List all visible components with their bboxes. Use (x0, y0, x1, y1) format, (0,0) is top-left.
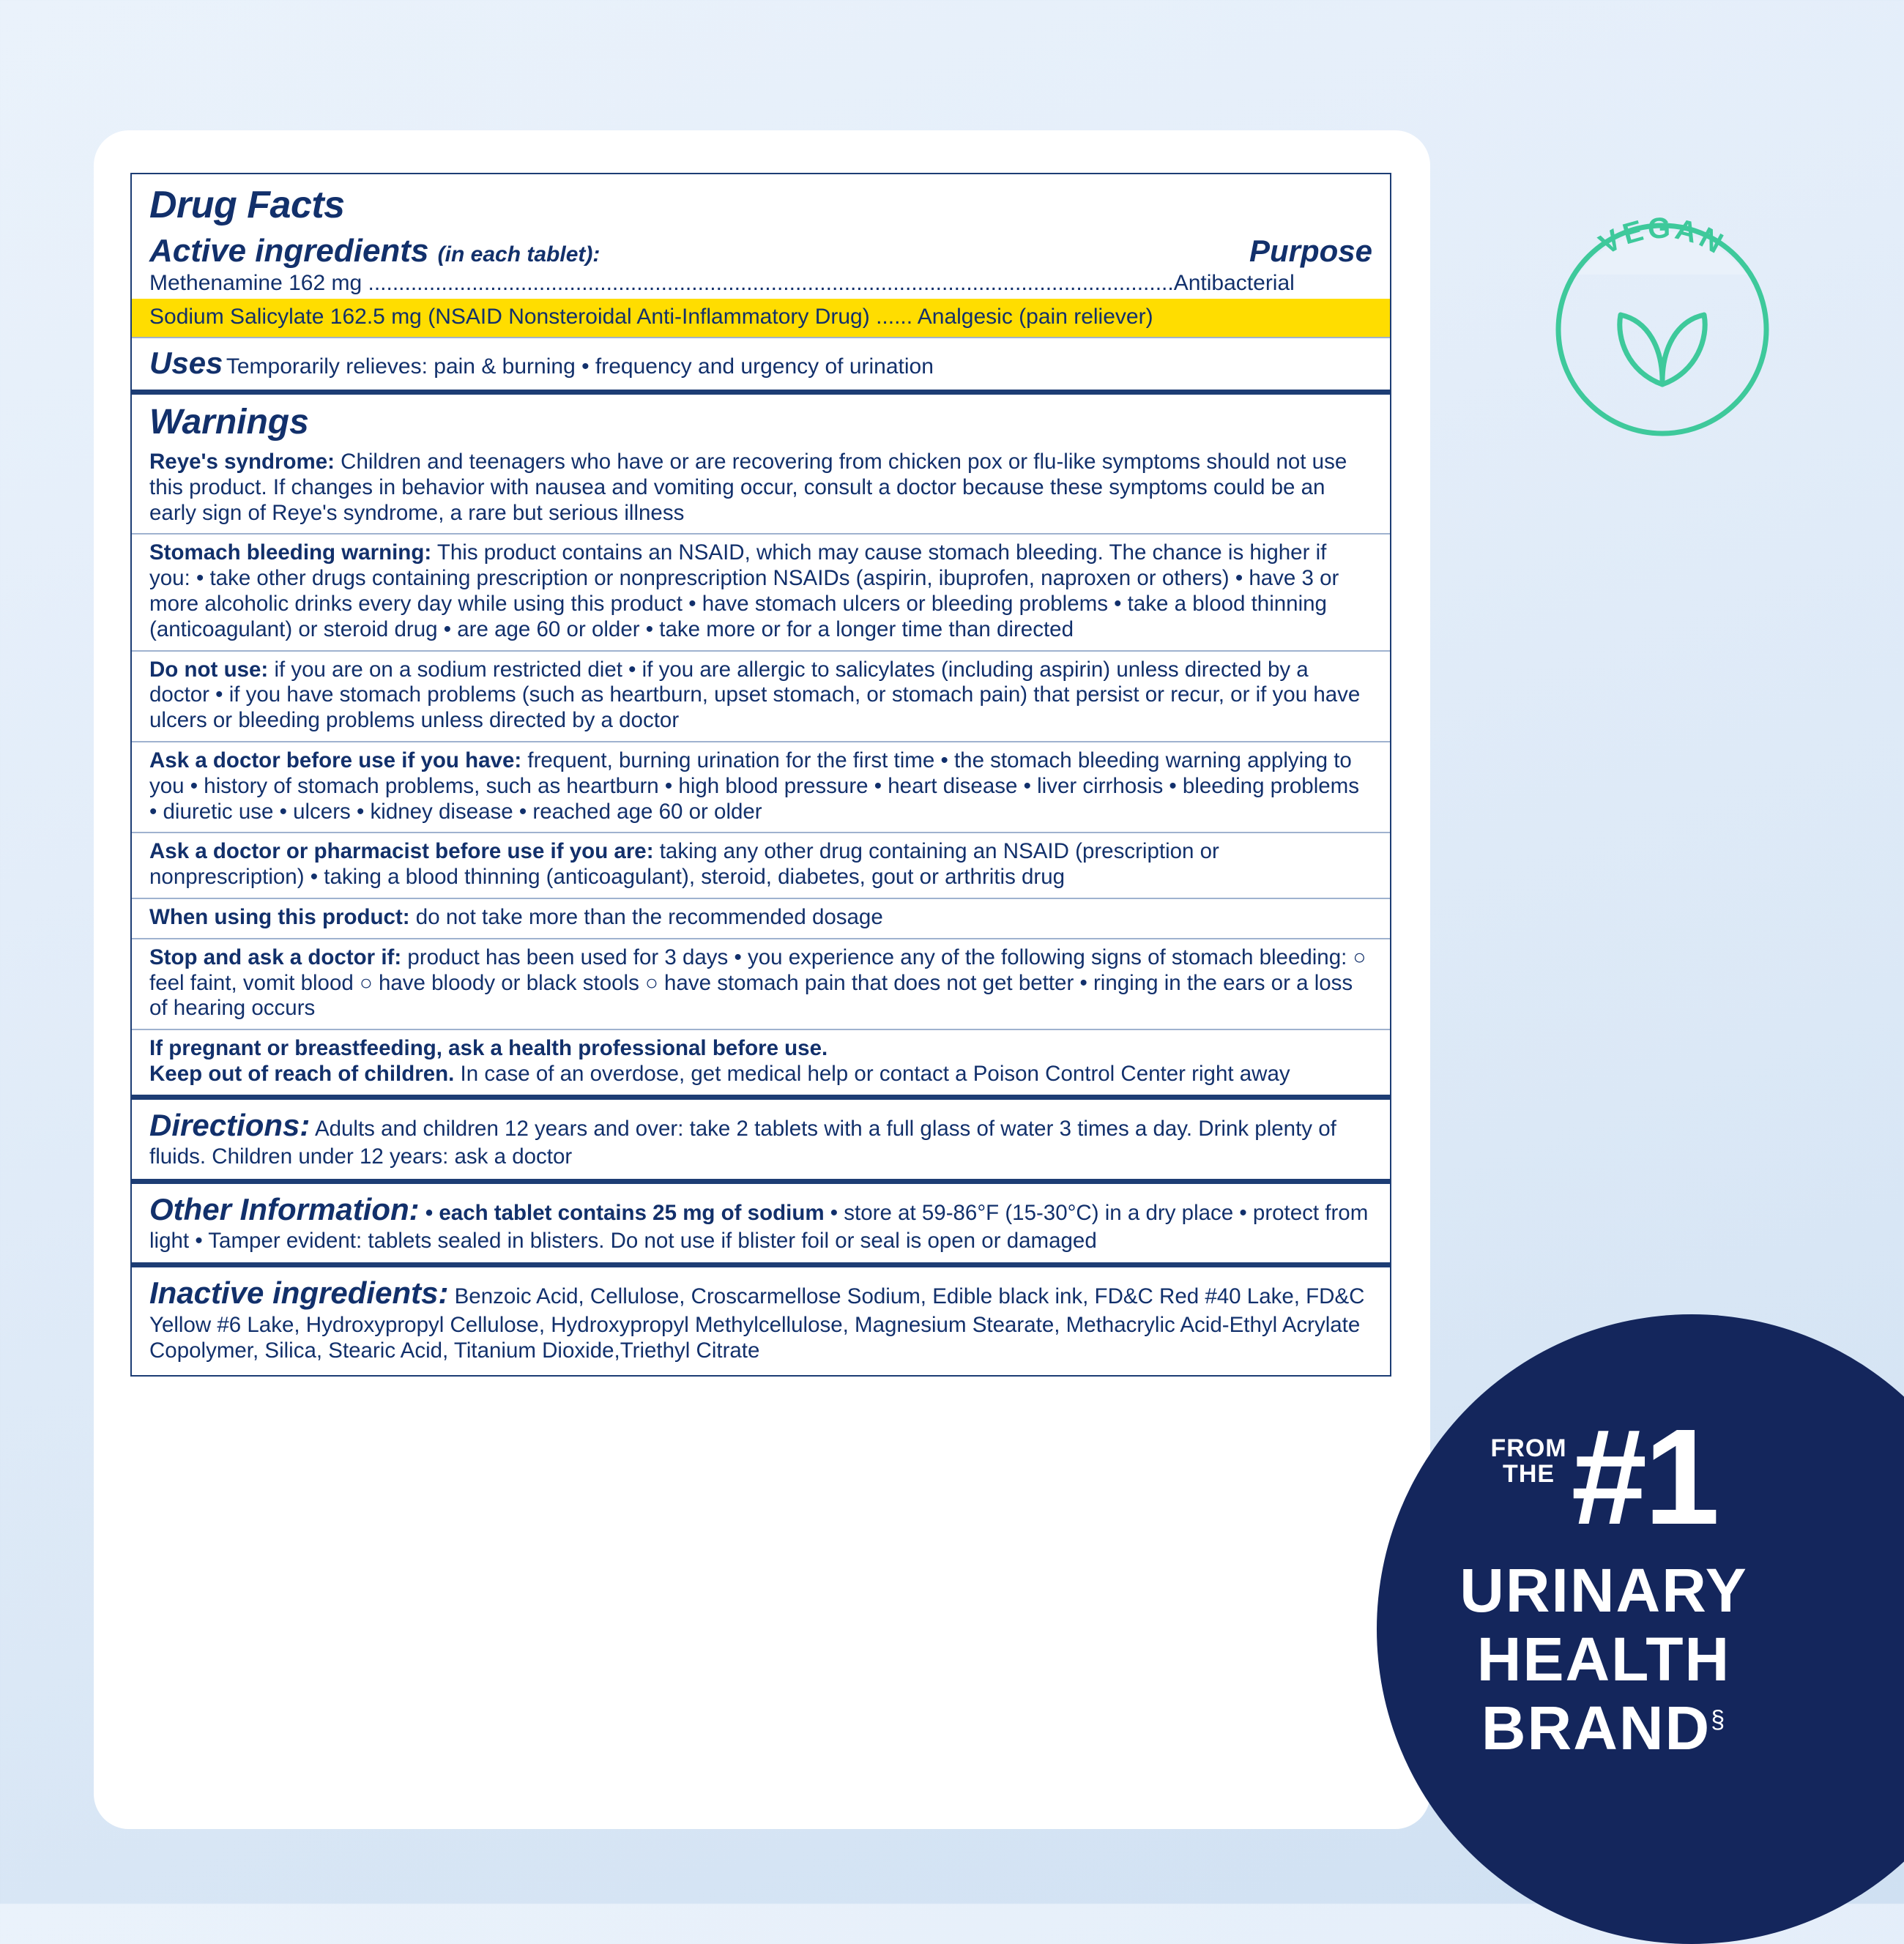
brand-text-lines (1377, 1556, 1831, 1762)
warning-block-stomach-bleeding (132, 535, 1390, 651)
warning-block-ask-doctor (132, 742, 1390, 833)
brand-line-3 (1377, 1694, 1831, 1762)
warning-block-stop-and-ask (132, 939, 1390, 1030)
svg-text:VEGAN: VEGAN (1594, 212, 1731, 261)
warning-block-do-not-use (132, 652, 1390, 742)
active-ingredients-header (132, 231, 1390, 269)
warning-block-reyes (132, 444, 1390, 535)
warning-text-reyes: Children and teenagers who have or are recovering from chicken pox or flu-like symptoms should not use this product. If changes in behavior with nausea and vomiting occur, consult a doctor because these symptoms could be an early sign of Reye's syndrome, a rare but serious illness (149, 450, 1347, 525)
warning-label-ask-doctor: Ask a doctor before use if you have: (149, 748, 522, 772)
brand-line-3-text: BRAND (1481, 1694, 1711, 1763)
warning-label-when-using: When using this product: (149, 904, 410, 929)
brand-number: #1 (1571, 1401, 1717, 1553)
vegan-badge (1534, 198, 1790, 454)
warning-label-do-not-use: Do not use: (149, 657, 269, 682)
warning-label-pregnancy: If pregnant or breastfeeding, ask a health professional before use. (149, 1036, 828, 1061)
brand-the: THE (1503, 1460, 1555, 1488)
warning-text-when-using: do not take more than the recommended dosage (409, 904, 883, 929)
brand-badge (1377, 1314, 1904, 1944)
warning-text-ask-pharmacist: taking any other drug containing an NSAID (prescription or nonprescription) • taking a blood thinning (anticoagulant), steroid, diabetes, gout or arthritis drug (149, 839, 1219, 890)
drug-facts-panel (130, 173, 1391, 1377)
warning-text-ask-doctor: frequent, burning urination for the first time • the stomach bleeding warning applying to you • history of stomach problems, such as heartburn • high blood pressure • heart disease • liver cirrhosis • bleeding problems • diuretic use • ulcers • kidney disease • reached age 60 or older (149, 748, 1359, 824)
purpose-heading: Purpose (1249, 234, 1372, 268)
active-ingredient-line-1 (132, 269, 1390, 299)
brand-from: FROM (1490, 1434, 1567, 1463)
active-ingredients-heading-text: Active ingredients (149, 233, 429, 269)
uses-section (132, 338, 1390, 395)
warning-block-when-using (132, 899, 1390, 939)
other-information-bold: • each tablet contains 25 mg of sodium (419, 1200, 825, 1225)
directions-label: Directions: (149, 1107, 310, 1142)
directions-section (132, 1100, 1390, 1184)
warning-block-ask-pharmacist (132, 833, 1390, 899)
other-information-label: Other Information: (149, 1191, 420, 1226)
warnings-title: Warnings (149, 403, 309, 442)
directions-text: Adults and children 12 years and over: take 2 tablets with a full glass of water 3 times a day. Drink plenty of fluids. Children under 12 years: ask a doctor (149, 1116, 1336, 1169)
brand-line-2: HEALTH (1476, 1625, 1731, 1694)
other-information-text: • store at 59-86°F (15-30°C) in a dry place • protect from light • Tamper evident: tablets sealed in blisters. Do not use if blister foil or seal is open or damaged (149, 1200, 1369, 1253)
warning-label-ask-pharmacist: Ask a doctor or pharmacist before use if you are: (149, 839, 654, 864)
other-information-section (132, 1184, 1390, 1268)
uses-label: Uses (149, 346, 223, 380)
active-ingredient-1-dots: .................................................................................................................................... (362, 271, 1174, 295)
warning-label-keep-out-of-reach: Keep out of reach of children. (149, 1061, 455, 1086)
warning-text-overdose: In case of an overdose, get medical help or contact a Poison Control Center right away (454, 1061, 1290, 1086)
drug-facts-title: Drug Facts (149, 184, 345, 226)
warning-text-stomach-bleeding: This product contains an NSAID, which may cause stomach bleeding. The chance is higher if you: • take other drugs containing prescription or nonprescription NSAIDs (aspirin, ibuprofen, naproxen or others) • have 3 or more alcoholic drinks every day while using this product • have stomach ulcers or bleeding problems • take a blood thinning (anticoagulant) or steroid drug • are age 60 or older • take more or for a longer time than directed (149, 540, 1339, 641)
brand-from-the (1491, 1436, 1567, 1486)
warning-text-do-not-use: if you are on a sodium restricted diet • if you are allergic to salicylates (including aspirin) unless directed by a doctor • if you have stomach problems (such as heartburn, upset stomach, or stomach pain) that persist or recur, or if you have ulcers or bleeding problems unless directed by a doctor (149, 657, 1361, 733)
warning-block-pregnancy-children (132, 1030, 1390, 1100)
brand-line-1: URINARY (1459, 1556, 1748, 1625)
warning-label-stomach-bleeding: Stomach bleeding warning: (149, 540, 432, 565)
vegan-leaf-icon (1534, 198, 1790, 454)
active-ingredients-heading-sub: (in each tablet): (437, 242, 600, 267)
warning-label-stop-and-ask: Stop and ask a doctor if: (149, 945, 402, 969)
active-ingredients-heading (149, 233, 600, 269)
inactive-ingredients-text: Benzoic Acid, Cellulose, Croscarmellose Sodium, Edible black ink, FD&C Red #40 Lake, FD&C Yellow #6 Lake, Hydroxypropyl Cellulose, Hydroxypropyl Methylcellulose, Magnesium Stearate, Methacrylic Acid-Ethyl Acrylate Copolymer, Silica, Stearic Acid, Titanium Dioxide,Triethyl Citrate (149, 1284, 1365, 1363)
brand-number-row (1377, 1401, 1831, 1553)
active-ingredient-line-2-highlighted: Sodium Salicylate 162.5 mg (NSAID Nonsteroidal Anti-Inflammatory Drug) ...... Analgesic (pain reliever) (132, 299, 1390, 338)
warning-text-stop-and-ask: product has been used for 3 days • you experience any of the following signs of stomach bleeding: ○ feel faint, vomit blood ○ have bloody or black stools ○ have stomach pain that does not get better • ringing in the ears or a loss of hearing occurs (149, 945, 1366, 1021)
brand-footnote: § (1711, 1706, 1727, 1735)
active-ingredient-1-purpose: Antibacterial (1173, 271, 1295, 295)
warning-label-reyes: Reye's syndrome: (149, 450, 335, 474)
inactive-ingredients-section (132, 1267, 1390, 1375)
active-ingredient-1-name: Methenamine 162 mg (149, 271, 362, 295)
uses-text: Temporarily relieves: pain & burning • frequency and urgency of urination (226, 354, 934, 379)
inactive-ingredients-label: Inactive ingredients: (149, 1275, 449, 1311)
